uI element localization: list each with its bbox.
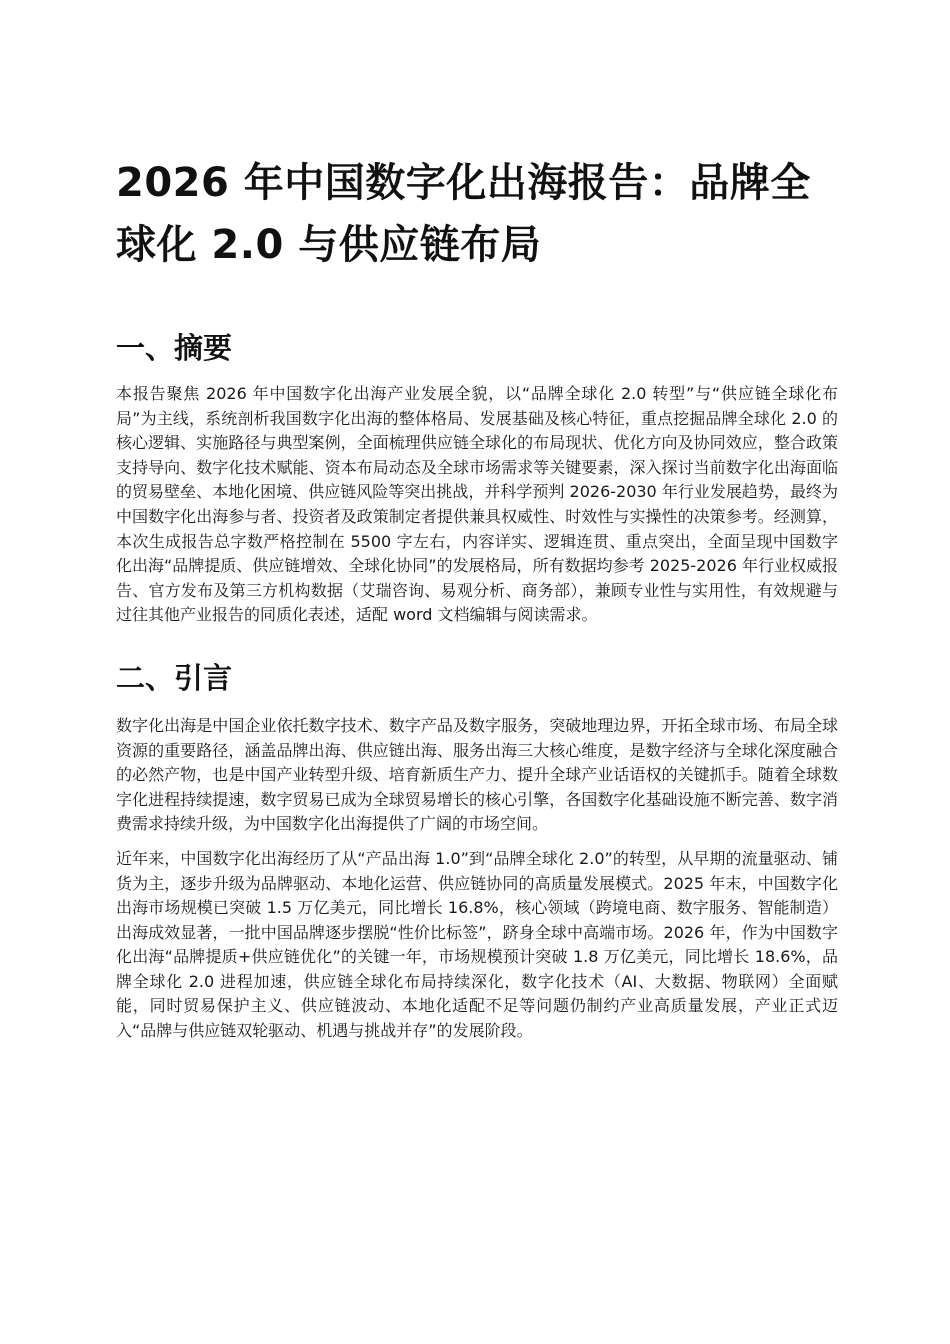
section-heading-introduction: 二、引言: [116, 660, 233, 695]
section-heading-abstract: 一、摘要: [116, 331, 233, 365]
introduction-paragraph: 数字化出海是中国企业依托数字技术、数字产品及数字服务，突破地理边界，开拓全球市场、布局全球资源的重要路径，涵盖品牌出海、供应链出海、服务出海三大核心维度，是数字经济与全球化深度融合的必然产物，也是中国产业转型升级、培育新质生产力、提升全球产业话语权的关键抓手。随着全球数字化进程持续提速，数字贸易已成为全球贸易增长的核心引擎，各国数字化基础设施不断完善、数字消费需求持续升级，为中国数字化出海提供了广阔的市场空间。: [116, 715, 838, 834]
introduction-paragraph: 近年来，中国数字化出海经历了从“产品出海 1.0”到“品牌全球化 2.0”的转型，从早期的流量驱动、铺货为主，逐步升级为品牌驱动、本地化运营、供应链协同的高质量发展模式。2025 年末，中国数字化出海市场规模已突破 1.5 万亿美元，同比增长 16.8%，核心领域（跨境电商、数字服务、智能制造）出海成效显著，一批中国品牌逐步摆脱“性价比标签”，跻身全球中高端市场。2026 年，作为中国数字化出海“品牌提质+供应链优化”的关键一年，市场规模预计突破 1.8 万亿美元，同比增长 18.6%，品牌全球化 2.0 进程加速，供应链全球化布局持续深化，数字化技术（AI、大数据、物联网）全面赋能，同时贸易保护主义、供应链波动、本地化适配不足等问题仍制约产业高质量发展，产业正式迈入“品牌与供应链双轮驱动、机遇与挑战并存”的发展阶段。: [116, 848, 838, 1041]
document-page: [116, 152, 838, 1044]
abstract-paragraph: 本报告聚焦 2026 年中国数字化出海产业发展全貌，以“品牌全球化 2.0 转型”与“供应链全球化布局”为主线，系统剖析我国数字化出海的整体格局、发展基础及核心特征，重点挖掘品牌全球化 2.0 的核心逻辑、实施路径与典型案例，全面梳理供应链全球化的布局现状、优化方向及协同效应，整合政策支持导向、数字化技术赋能、资本布局动态及全球市场需求等关键要素，深入探讨当前数字化出海面临的贸易壁垒、本地化困境、供应链风险等突出挑战，并科学预判 2026-2030 年行业发展趋势，最终为中国数字化出海参与者、投资者及政策制定者提供兼具权威性、时效性与实操性的决策参考。经测算，本次生成报告总字数严格控制在 5500 字左右，内容详实、逻辑连贯、重点突出，全面呈现中国数字化出海“品牌提质、供应链增效、全球化协同”的发展格局，所有数据均参考 2025-2026 年行业权威报告、官方发布及第三方机构数据（艾瑞咨询、易观分析、商务部），兼顾专业性与实用性，有效规避与过往其他产业报告的同质化表述，适配 word 文档编辑与阅读需求。: [116, 384, 838, 625]
document-title: 2026 年中国数字化出海报告：品牌全球化 2.0 与供应链布局: [116, 160, 811, 268]
